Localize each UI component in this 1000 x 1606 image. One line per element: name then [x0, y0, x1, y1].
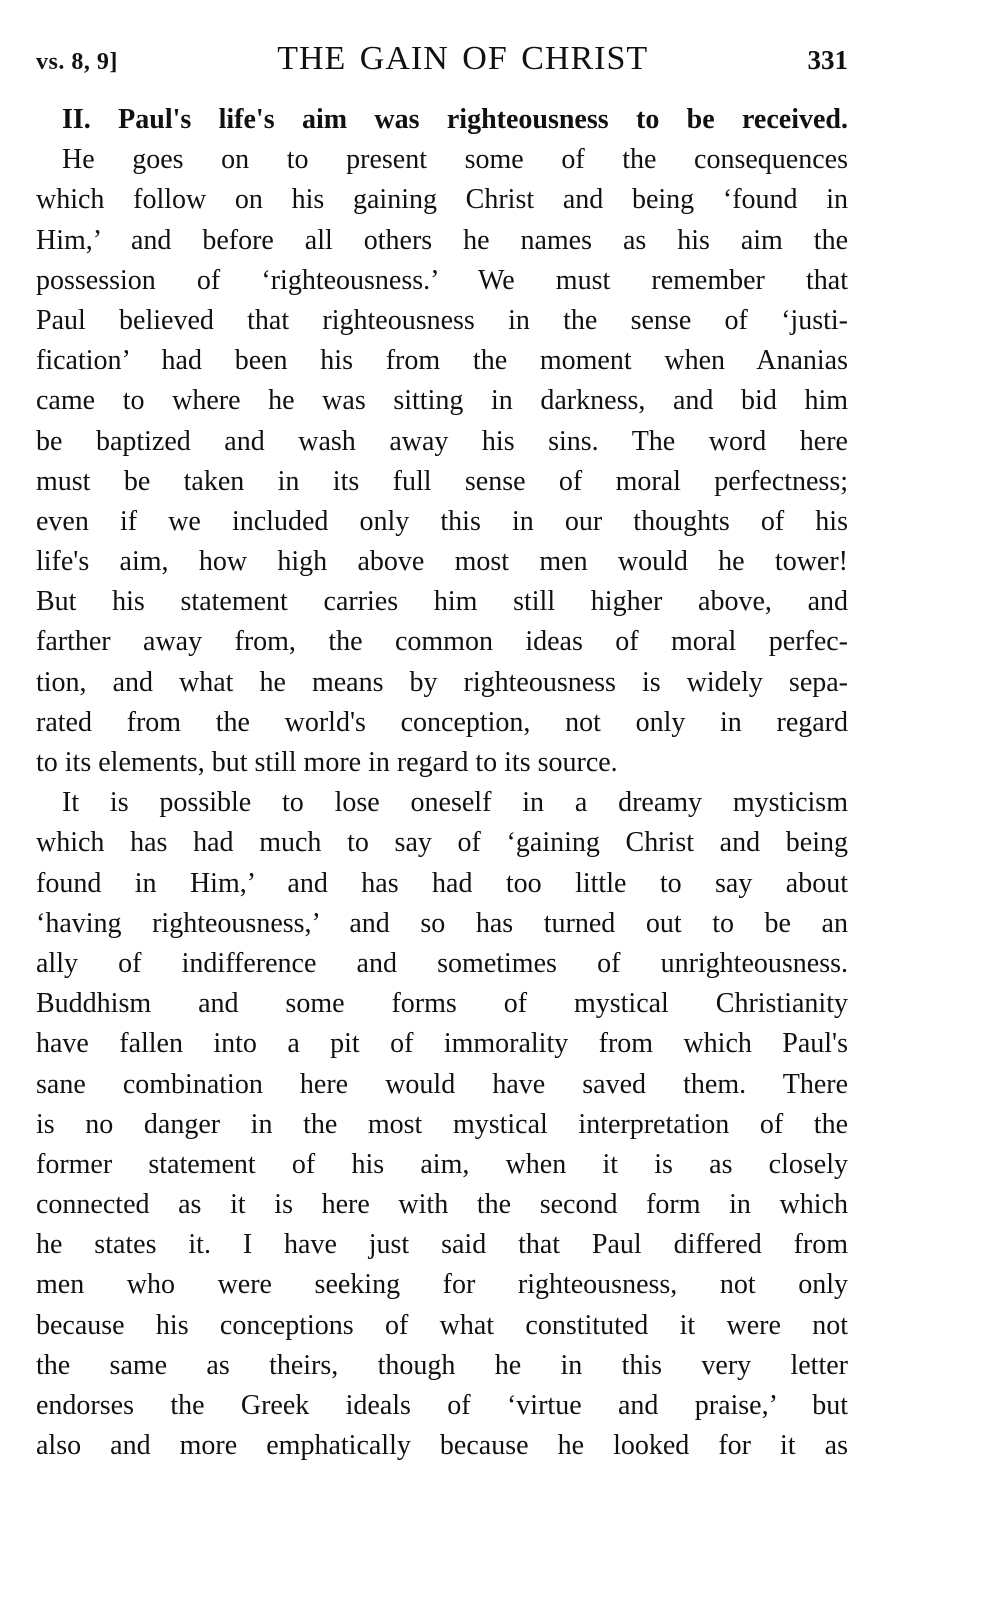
text-line: former statement of his aim, when it is as closely — [36, 1148, 848, 1180]
text-line: is no danger in the most mystical interpretation of the — [36, 1108, 848, 1140]
section-heading-line: II. Paul's life's aim was righteousness to be received. — [62, 104, 848, 135]
text-line: But his statement carries him still higher above, and — [36, 586, 848, 618]
text-line: farther away from, the common ideas of moral perfec- — [36, 626, 848, 658]
book-page — [36, 40, 848, 1466]
text-line: found in Him,’ and has had too little to say about — [36, 867, 848, 899]
text-line: men who were seeking for righteousness, not only — [36, 1269, 848, 1301]
text-line: the same as theirs, though he in this very letter — [36, 1349, 848, 1381]
text-line: Buddhism and some forms of mystical Christianity — [36, 988, 848, 1020]
text-line: because his conceptions of what constituted it were not — [36, 1309, 848, 1341]
verse-reference: vs. 8, 9] — [36, 49, 118, 75]
body-text — [36, 100, 848, 1466]
text-line: which has had much to say of ‘gaining Christ and being — [36, 827, 848, 859]
text-line: be baptized and wash away his sins. The word here — [36, 425, 848, 457]
text-line: endorses the Greek ideals of ‘virtue and praise,’ but — [36, 1390, 848, 1421]
text-line: rated from the world's conception, not only in regard — [36, 706, 848, 738]
running-title: THE GAIN OF CHRIST — [277, 40, 649, 77]
text-line: possession of ‘righteousness.’ We must remember that — [36, 264, 848, 296]
text-line: must be taken in its full sense of moral perfectness; — [36, 465, 848, 497]
text-line: Him,’ and before all others he names as his aim the — [36, 224, 848, 256]
text-line: ‘having righteousness,’ and so has turned out to be an — [36, 907, 848, 939]
text-line: have fallen into a pit of immorality from which Paul's — [36, 1028, 848, 1060]
text-line: ally of indifference and sometimes of unrighteousness. — [36, 947, 848, 979]
text-line: came to where he was sitting in darkness, and bid him — [36, 385, 848, 417]
text-line: which follow on his gaining Christ and being ‘found in — [36, 184, 848, 216]
text-line: also and more emphatically because he looked for it as — [36, 1430, 848, 1462]
text-line: he states it. I have just said that Paul differed from — [36, 1229, 848, 1261]
text-line: sane combination here would have saved them. There — [36, 1068, 848, 1100]
text-line: fication’ had been his from the moment when Ananias — [36, 345, 848, 377]
text-line: tion, and what he means by righteousness is widely sepa- — [36, 666, 848, 698]
text-line: He goes on to present some of the consequences — [62, 144, 848, 176]
text-line: to its elements, but still more in regard to its source. — [36, 747, 618, 778]
page-number: 331 — [807, 45, 848, 75]
text-line: life's aim, how high above most men would he tower! — [36, 546, 848, 578]
text-line: even if we included only this in our thoughts of his — [36, 505, 848, 537]
running-head — [36, 40, 848, 100]
text-line: connected as it is here with the second form in which — [36, 1189, 848, 1221]
text-line: It is possible to lose oneself in a dreamy mysticism — [62, 787, 848, 819]
text-line: Paul believed that righteousness in the sense of ‘justi- — [36, 304, 848, 336]
